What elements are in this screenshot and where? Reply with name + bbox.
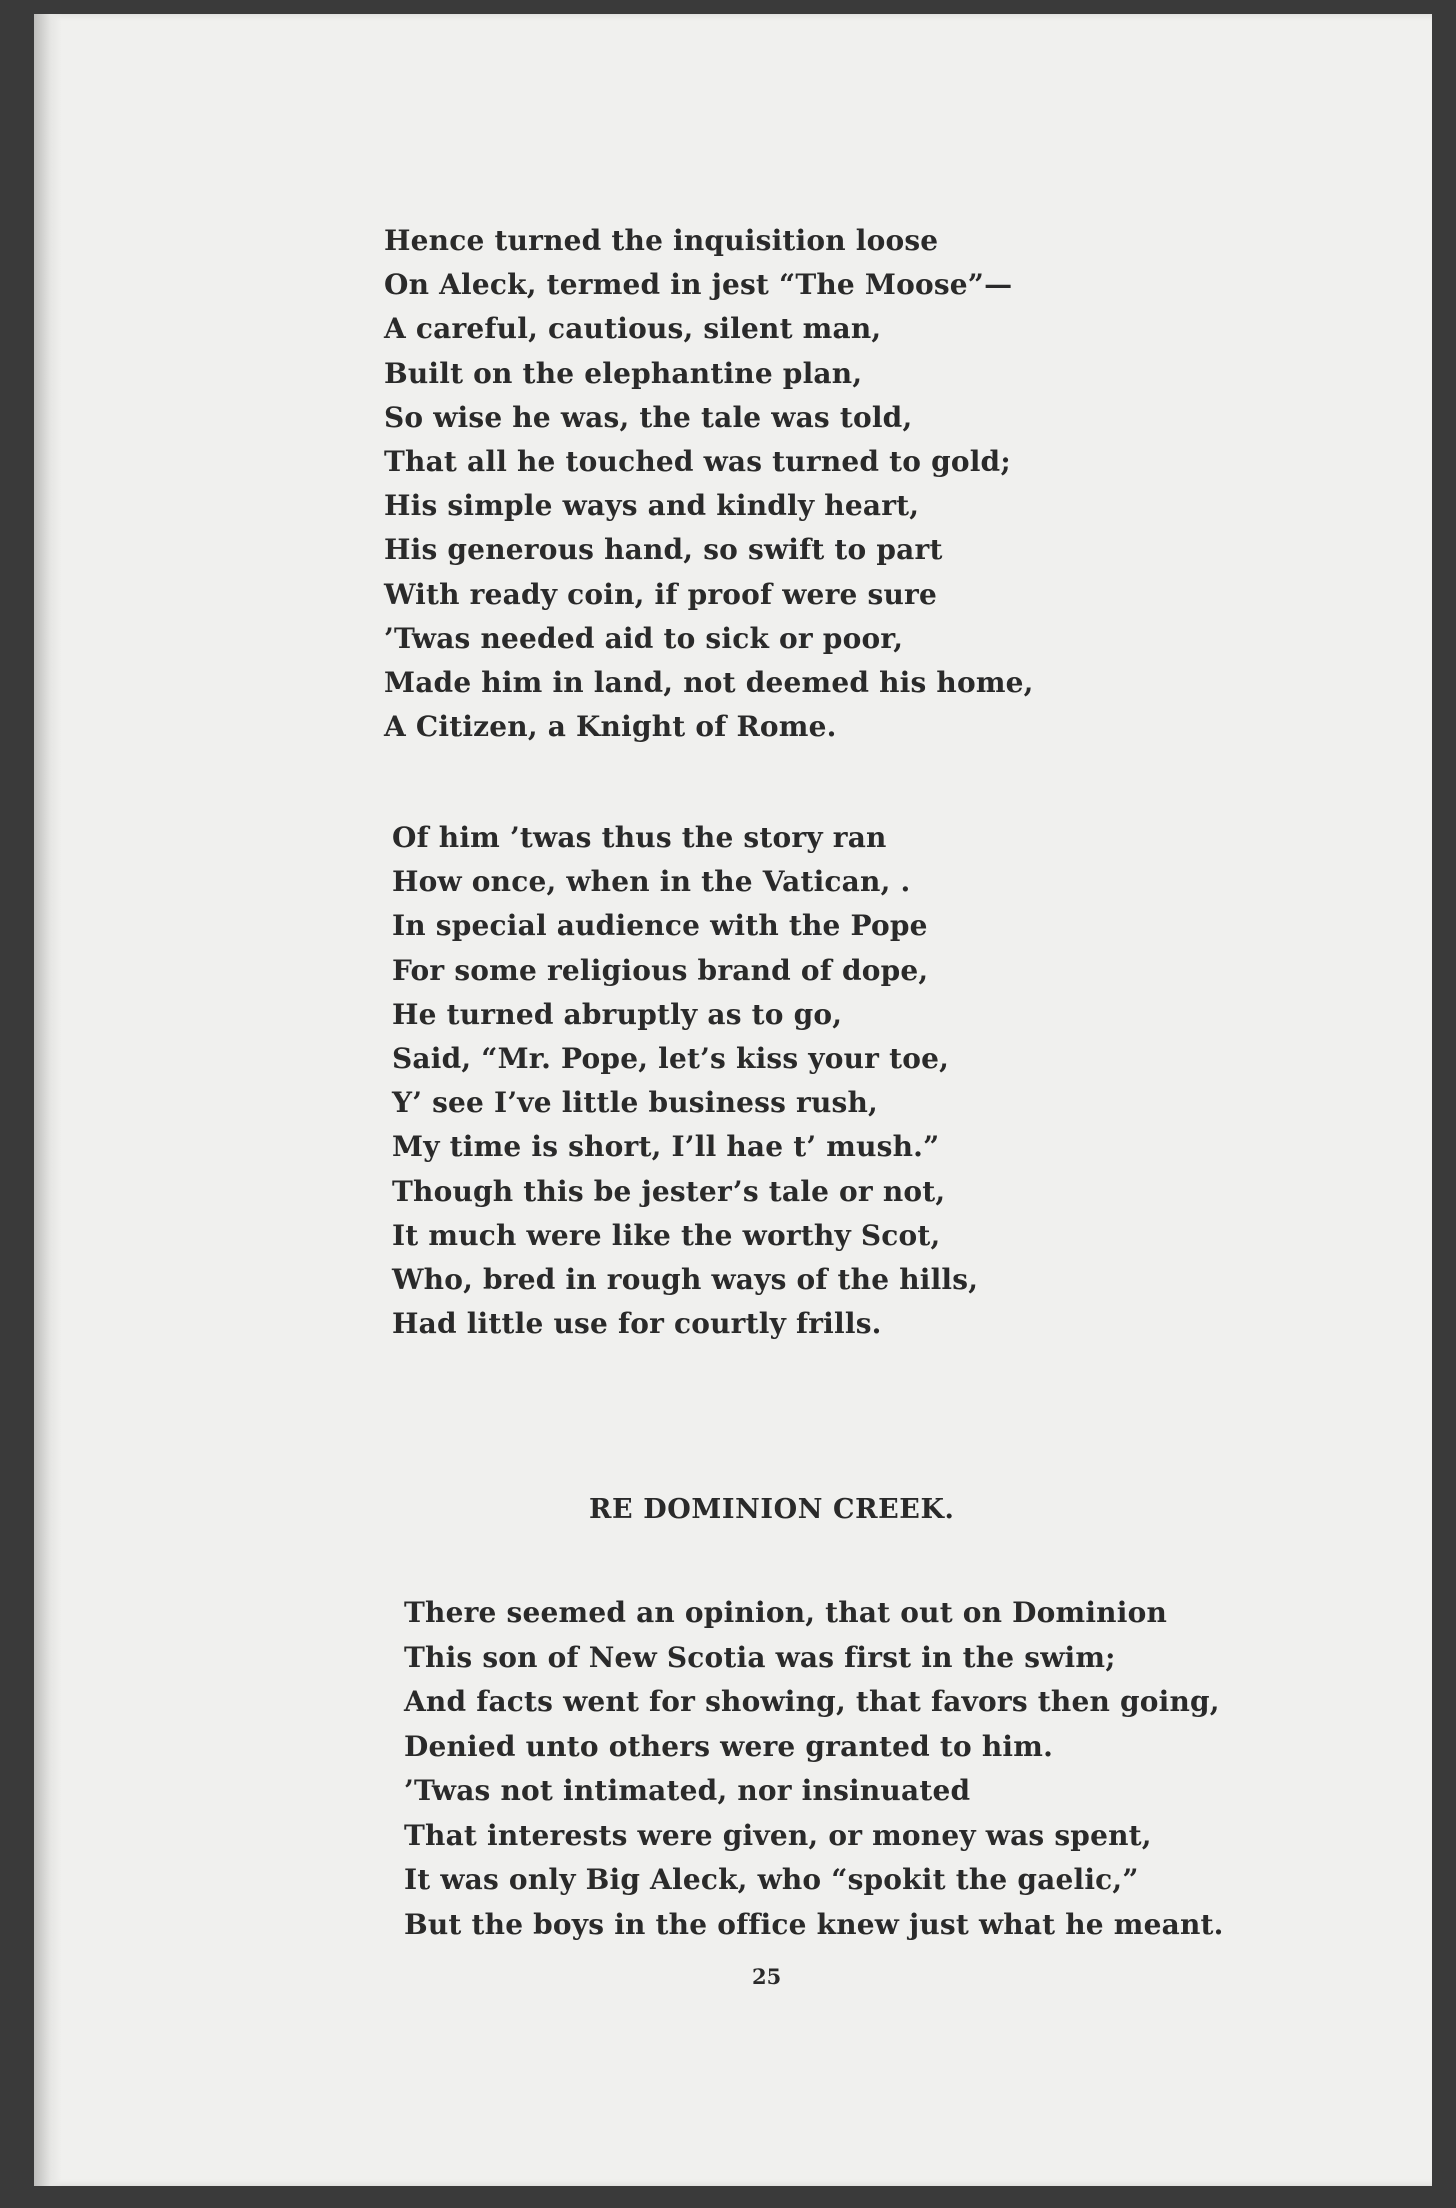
- poem-line: That interests were given, or money was spent,: [404, 1818, 1152, 1852]
- poem-line: My time is short, I’ll hae t’ mush.”: [392, 1130, 940, 1164]
- poem-line: Of him ’twas thus the story ran: [392, 821, 887, 854]
- poem-line: And facts went for showing, that favors then going,: [404, 1685, 1220, 1718]
- poem-line: Hence turned the inquisition loose: [384, 224, 939, 257]
- poem-line: ’Twas needed aid to sick or poor,: [384, 621, 904, 655]
- poem-line: Who, bred in rough ways of the hills,: [392, 1262, 979, 1296]
- poem-line: So wise he was, the tale was told,: [384, 400, 913, 434]
- poem-line: ’Twas not intimated, nor insinuated: [404, 1774, 971, 1807]
- poem-line: That all he touched was turned to gold;: [384, 444, 1011, 478]
- poem-line: This son of New Scotia was first in the swim;: [404, 1640, 1116, 1674]
- poem-line: Y’ see I’ve little business rush,: [392, 1086, 879, 1120]
- poem-line: Made him in land, not deemed his home,: [384, 665, 1034, 699]
- poem-stanza-3: [404, 1591, 1224, 1947]
- poem-stanza-1: [384, 219, 1034, 749]
- poem-line: His generous hand, so swift to part: [384, 533, 943, 567]
- poem-line: A Citizen, a Knight of Rome.: [384, 710, 837, 744]
- poem-line: But the boys in the office knew just what he meant.: [404, 1907, 1224, 1941]
- poem-line: On Aleck, termed in jest “The Moose”—: [384, 268, 1013, 302]
- poem-line: A careful, cautious, silent man,: [384, 312, 882, 346]
- poem-line: Built on the elephantine plan,: [384, 356, 863, 390]
- poem-line: It much were like the worthy Scot,: [392, 1218, 941, 1252]
- poem-line: Said, “Mr. Pope, let’s kiss your toe,: [392, 1041, 950, 1075]
- book-page: [34, 14, 1432, 2186]
- poem-line: How once, when in the Vatican, .: [392, 865, 911, 899]
- poem-line: With ready coin, if proof were sure: [384, 577, 937, 611]
- poem-line: In special audience with the Pope: [392, 909, 928, 943]
- poem-stanza-2: [392, 816, 978, 1346]
- poem-line: There seemed an opinion, that out on Dominion: [404, 1596, 1168, 1629]
- poem-line: Had little use for courtly frills.: [392, 1307, 882, 1341]
- poem-line: For some religious brand of dope,: [392, 953, 929, 987]
- poem-line: Denied unto others were granted to him.: [404, 1729, 1054, 1763]
- poem-line: He turned abruptly as to go,: [392, 997, 843, 1031]
- poem-line: It was only Big Aleck, who “spokit the gaelic,”: [404, 1863, 1139, 1896]
- page-binding-shadow: [34, 14, 62, 2186]
- section-title: RE DOMINION CREEK.: [589, 1494, 955, 1525]
- page-number: 25: [752, 1964, 782, 1989]
- poem-line: His simple ways and kindly heart,: [384, 489, 920, 523]
- poem-line: Though this be jester’s tale or not,: [392, 1174, 946, 1208]
